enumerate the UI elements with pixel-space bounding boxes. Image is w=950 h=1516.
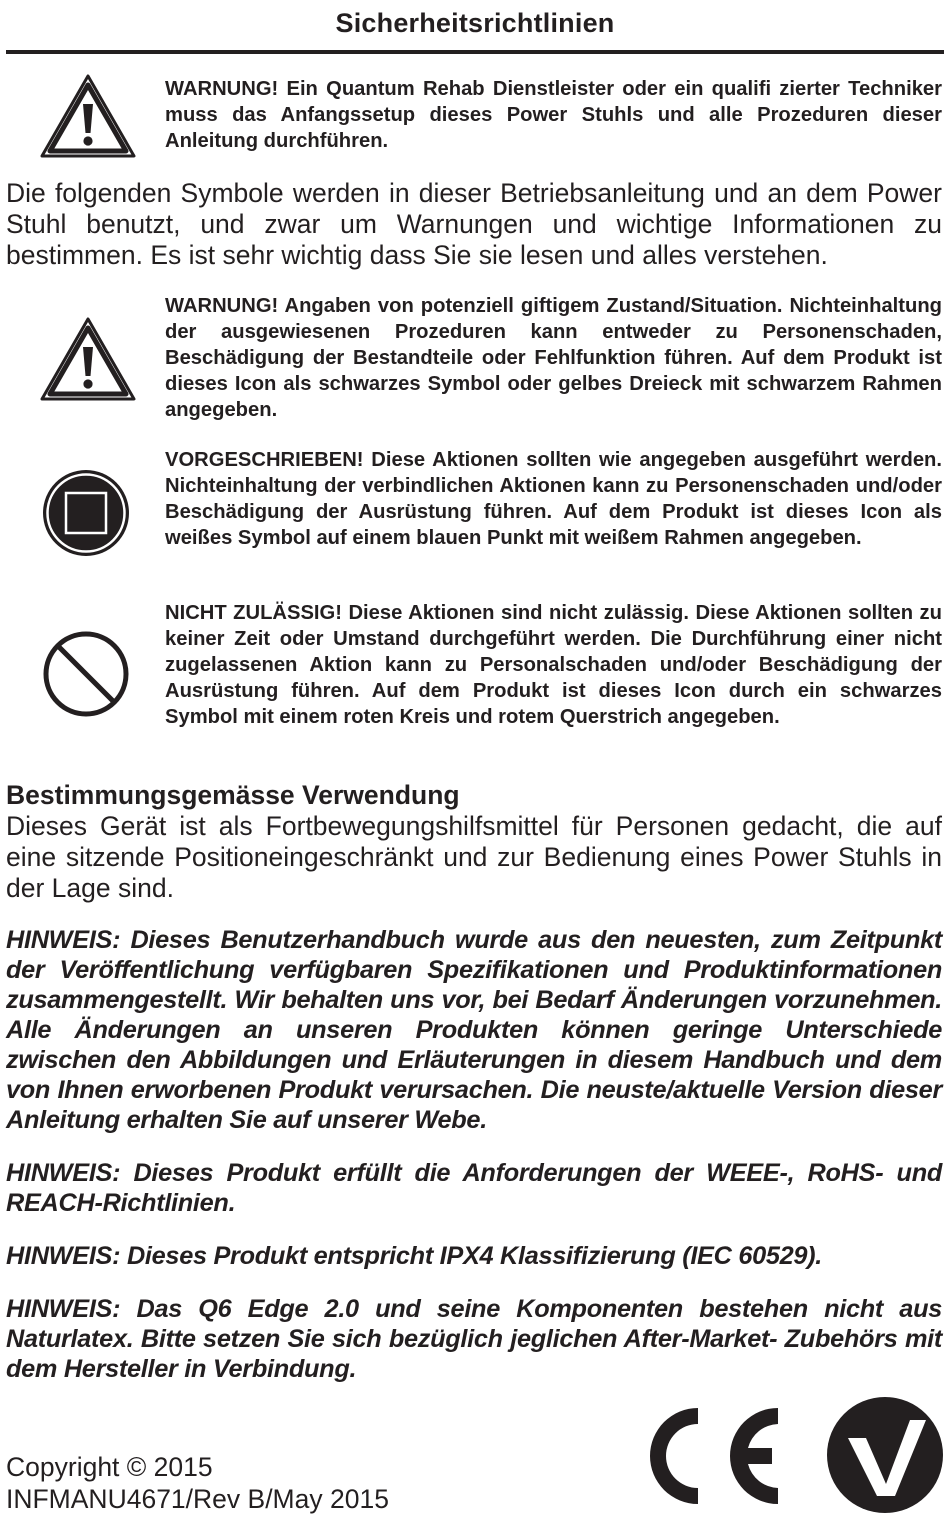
page-title: Sicherheitsrichtlinien bbox=[335, 8, 615, 38]
intro-warning-text: WARNUNG! Ein Quantum Rehab Dienstleister oder ein qualifi zierter Techniker muss das Anfangssetup dieses Power Stuhls und alle Prozeduren dieser Anleitung durchführen. bbox=[165, 78, 942, 152]
rcm-compliance-icon bbox=[826, 1396, 944, 1514]
prohibited-symbol-description: NICHT ZULÄSSIG! Diese Aktionen sind nicht zulässig. Diese Aktionen sollten zu keiner Zeit oder Umstand durchgeführt werden. Die Durchführung einer nicht zugelassenen Aktion kann zu Personalschaden und/oder Beschädigung der Ausrüstung führen. Auf dem Produkt ist dieses Icon durch ein schwarzes Symbol mit einem roten Kreis und rotem Querstrich angegeben. bbox=[165, 602, 942, 728]
intended-use-heading: Bestimmungsgemässe Verwendung bbox=[6, 780, 460, 810]
note-weee-rohs-reach: HINWEIS: Dieses Produkt erfüllt die Anforderungen der WEEE-, RoHS- und REACH-Richtlinien. bbox=[6, 1159, 942, 1217]
mandatory-symbol-description: VORGESCHRIEBEN! Diese Aktionen sollten wie angegeben ausgeführt werden. Nichteinhaltung der verbindlichen Aktionen kann zu Personenschaden und/oder Beschädigung der Ausrüstung führen. Auf dem Produkt ist dieses Icon als weißes Symbol auf einem blauen Punkt mit weißem Rahmen angegeben. bbox=[165, 449, 942, 549]
warning-symbol-description: WARNUNG! Angaben von potenziell giftigem Zustand/Situation. Nichteinhaltung der ausgewiesenen Prozeduren kann entweder zu Personenschaden, Beschädigung der Bestandteile oder Fehlfunktion führen. Auf dem Produkt ist dieses Icon als schwarzes Symbol oder gelbes Dreieck mit schwarzem Rahmen angegeben. bbox=[165, 295, 942, 421]
document-code: INFMANU4671/Rev B/May 2015 bbox=[6, 1484, 389, 1514]
prohibited-icon bbox=[36, 624, 136, 724]
mandatory-action-icon bbox=[36, 463, 136, 563]
intended-use-text: Dieses Gerät ist als Fortbewegungshilfsmittel für Personen gedacht, die auf eine sitzende Positioneingeschränkt und zur Bedienung eines Power Stuhls in der Lage sind. bbox=[6, 811, 942, 903]
note-natural-latex: HINWEIS: Das Q6 Edge 2.0 und seine Komponenten bestehen nicht aus Naturlatex. Bitte setzen Sie sich bezüglich jeglichen After-Market- Zubehörs mit dem Hersteller in Verbindung. bbox=[6, 1295, 942, 1383]
note-manual-updates: HINWEIS: Dieses Benutzerhandbuch wurde aus den neuesten, zum Zeitpunkt der Veröffentlichung verfügbaren Spezifikationen und Produktinformationen zusammengestellt. Wir behalten uns vor, bei Bedarf Änderungen vorzunehmen. Alle Änderungen an unseren Produkten können geringe Unterschiede zwischen den Abbildungen und Erläuterungen in diesem Handbuch und dem von Ihnen erworbenen Produkt verursachen. Die neuste/aktuelle Version dieser Anleitung erhalten Sie auf unserer Webe. bbox=[6, 926, 942, 1134]
ce-mark-icon bbox=[632, 1404, 784, 1508]
note-ipx4: HINWEIS: Dieses Produkt entspricht IPX4 Klassifizierung (IEC 60529). bbox=[6, 1242, 823, 1270]
title-rule bbox=[6, 50, 944, 54]
warning-triangle-icon bbox=[38, 70, 138, 170]
symbols-intro-paragraph: Die folgenden Symbole werden in dieser Betriebsanleitung und an dem Power Stuhl benutzt, und zwar um Warnungen und wichtige Informationen zu bestimmen. Es ist sehr wichtig dass Sie sie lesen und alles verstehen. bbox=[6, 178, 942, 270]
warning-triangle-icon bbox=[38, 313, 138, 413]
copyright-text: Copyright © 2015 bbox=[6, 1452, 213, 1482]
